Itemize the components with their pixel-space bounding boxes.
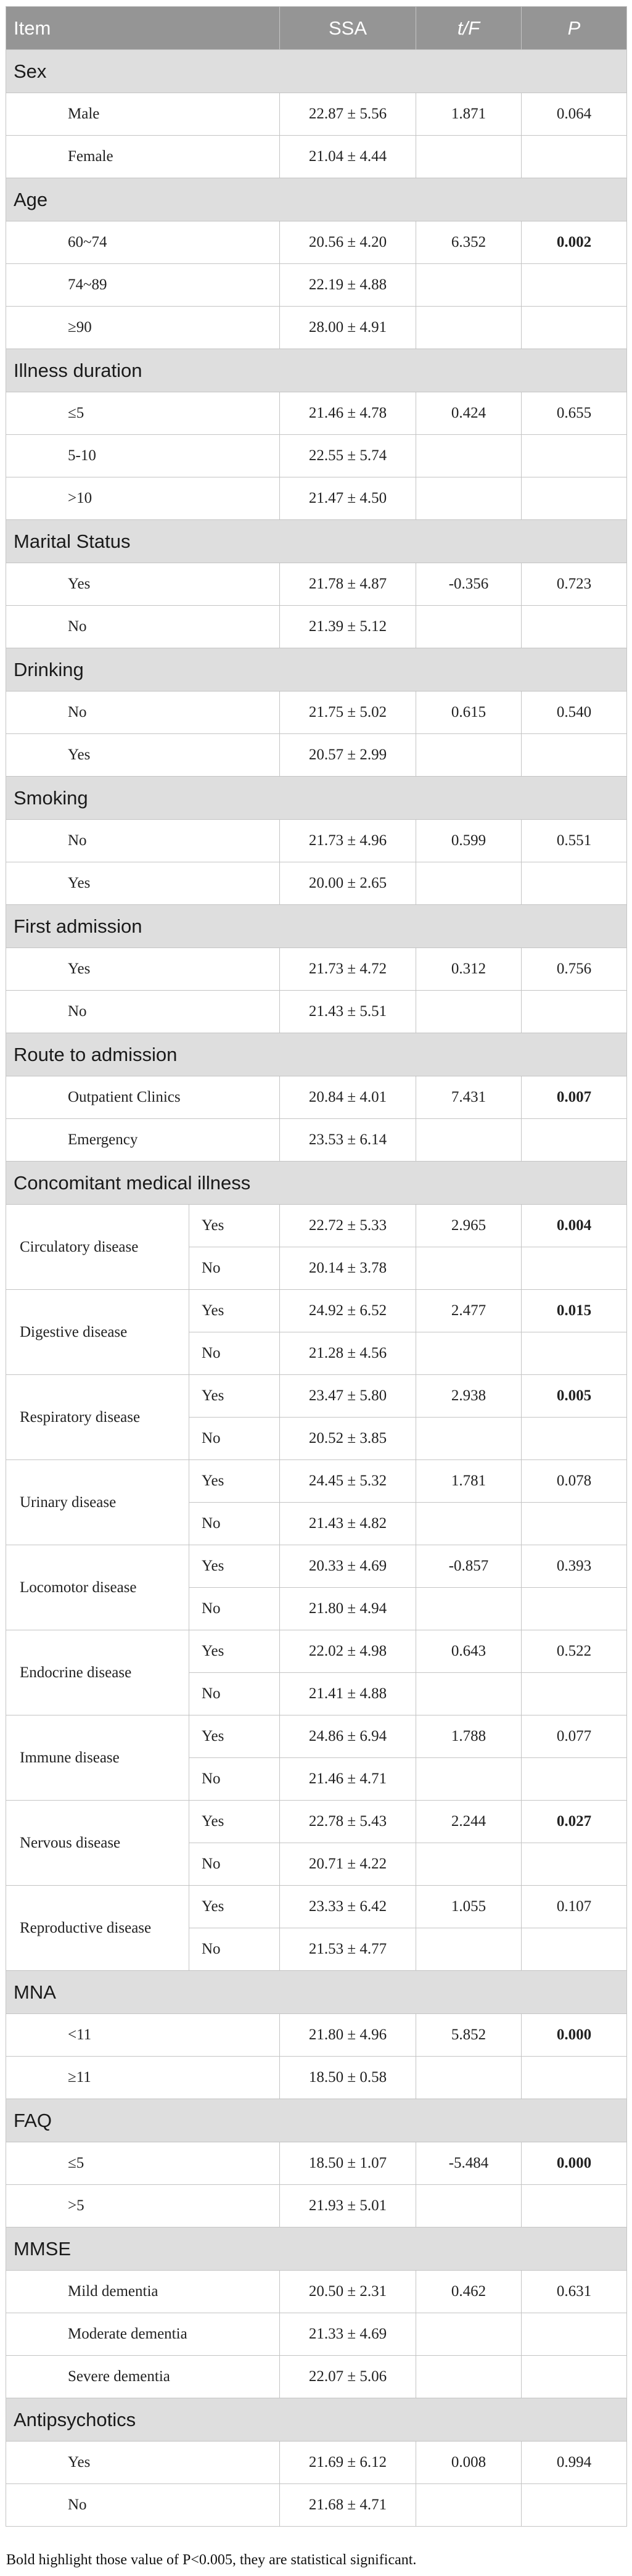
table-row xyxy=(6,734,627,777)
row-label: Yes xyxy=(189,1715,280,1758)
tf-value xyxy=(416,1332,522,1375)
row-label: 60~74 xyxy=(6,221,280,264)
illness-name: Endocrine disease xyxy=(6,1630,189,1715)
tf-value xyxy=(416,136,522,178)
row-label: Yes xyxy=(6,734,280,777)
section-title: Route to admission xyxy=(6,1033,627,1076)
table-container xyxy=(6,6,626,2527)
p-value xyxy=(522,1418,627,1460)
ssa-value: 21.43 ± 5.51 xyxy=(280,991,416,1033)
tf-value xyxy=(416,1758,522,1801)
tf-value xyxy=(416,264,522,307)
row-label: No xyxy=(189,1418,280,1460)
table-row xyxy=(6,435,627,477)
section-title: Smoking xyxy=(6,777,627,820)
row-label: ≥90 xyxy=(6,307,280,349)
ssa-value: 21.43 ± 4.82 xyxy=(280,1503,416,1545)
row-label: Moderate dementia xyxy=(6,2313,280,2356)
ssa-value: 21.80 ± 4.94 xyxy=(280,1588,416,1630)
p-value: 0.064 xyxy=(522,93,627,136)
section-title: Antipsychotics xyxy=(6,2398,627,2442)
section-row xyxy=(6,2227,627,2271)
p-value xyxy=(522,1588,627,1630)
p-value xyxy=(522,606,627,648)
ssa-value: 24.92 ± 6.52 xyxy=(280,1290,416,1332)
ssa-value: 21.28 ± 4.56 xyxy=(280,1332,416,1375)
table-row xyxy=(6,820,627,862)
row-label: Yes xyxy=(6,563,280,606)
tf-value xyxy=(416,1928,522,1971)
p-value: 0.005 xyxy=(522,1375,627,1418)
tf-value: 1.871 xyxy=(416,93,522,136)
tf-value xyxy=(416,1247,522,1290)
table-row xyxy=(6,2057,627,2099)
p-value xyxy=(522,1503,627,1545)
p-value xyxy=(522,477,627,520)
tf-value: 0.615 xyxy=(416,691,522,734)
tf-value: 2.938 xyxy=(416,1375,522,1418)
row-label: No xyxy=(189,1332,280,1375)
table-row xyxy=(6,2014,627,2057)
section-title: First admission xyxy=(6,905,627,948)
row-label: Yes xyxy=(189,1801,280,1843)
table-row xyxy=(6,1119,627,1162)
ssa-value: 21.41 ± 4.88 xyxy=(280,1673,416,1715)
header-row xyxy=(6,7,627,50)
p-value: 0.004 xyxy=(522,1205,627,1247)
tf-value xyxy=(416,991,522,1033)
ssa-value: 22.02 ± 4.98 xyxy=(280,1630,416,1673)
row-label: >5 xyxy=(6,2185,280,2227)
ssa-value: 20.84 ± 4.01 xyxy=(280,1076,416,1119)
p-value xyxy=(522,264,627,307)
section-row xyxy=(6,178,627,221)
ssa-value: 20.14 ± 3.78 xyxy=(280,1247,416,1290)
section-title: Illness duration xyxy=(6,349,627,392)
row-label: Severe dementia xyxy=(6,2356,280,2398)
table-row xyxy=(6,1715,627,1758)
table-row xyxy=(6,1630,627,1673)
tf-value: 2.244 xyxy=(416,1801,522,1843)
p-value xyxy=(522,2057,627,2099)
row-label: 5-10 xyxy=(6,435,280,477)
section-title: Drinking xyxy=(6,648,627,691)
table-body xyxy=(6,50,627,2527)
tf-value: 1.781 xyxy=(416,1460,522,1503)
table-row xyxy=(6,2142,627,2185)
tf-value xyxy=(416,1119,522,1162)
ssa-value: 20.71 ± 4.22 xyxy=(280,1843,416,1886)
row-label: Yes xyxy=(189,1545,280,1588)
tf-value xyxy=(416,1418,522,1460)
row-label: No xyxy=(189,1503,280,1545)
p-value xyxy=(522,1247,627,1290)
illness-name: Respiratory disease xyxy=(6,1375,189,1460)
row-label: No xyxy=(189,1758,280,1801)
tf-value xyxy=(416,606,522,648)
section-row xyxy=(6,1162,627,1205)
tf-value: 0.008 xyxy=(416,2442,522,2484)
tf-value: 1.788 xyxy=(416,1715,522,1758)
tf-value: 7.431 xyxy=(416,1076,522,1119)
row-label: <11 xyxy=(6,2014,280,2057)
p-value: 0.756 xyxy=(522,948,627,991)
column-header-item: Item xyxy=(6,7,280,50)
column-header-p: P xyxy=(522,7,627,50)
row-label: Yes xyxy=(189,1630,280,1673)
tf-value xyxy=(416,477,522,520)
row-label: Outpatient Clinics xyxy=(6,1076,280,1119)
section-row xyxy=(6,2099,627,2142)
ssa-value: 21.47 ± 4.50 xyxy=(280,477,416,520)
column-header-tf: t/F xyxy=(416,7,522,50)
p-value: 0.077 xyxy=(522,1715,627,1758)
p-value: 0.000 xyxy=(522,2142,627,2185)
tf-value xyxy=(416,435,522,477)
tf-value: 2.477 xyxy=(416,1290,522,1332)
p-value xyxy=(522,1928,627,1971)
section-row xyxy=(6,777,627,820)
ssa-value: 20.33 ± 4.69 xyxy=(280,1545,416,1588)
row-label: Yes xyxy=(189,1886,280,1928)
row-label: Yes xyxy=(189,1460,280,1503)
section-row xyxy=(6,905,627,948)
tf-value xyxy=(416,307,522,349)
p-value xyxy=(522,1843,627,1886)
row-label: 74~89 xyxy=(6,264,280,307)
ssa-value: 21.80 ± 4.96 xyxy=(280,2014,416,2057)
section-row xyxy=(6,648,627,691)
p-value: 0.994 xyxy=(522,2442,627,2484)
table-row xyxy=(6,1290,627,1332)
ssa-value: 20.50 ± 2.31 xyxy=(280,2271,416,2313)
row-label: Yes xyxy=(189,1205,280,1247)
ssa-value: 24.45 ± 5.32 xyxy=(280,1460,416,1503)
section-title: Concomitant medical illness xyxy=(6,1162,627,1205)
p-value xyxy=(522,2484,627,2527)
table-row xyxy=(6,1886,627,1928)
table-row xyxy=(6,2313,627,2356)
table-row xyxy=(6,691,627,734)
illness-name: Digestive disease xyxy=(6,1290,189,1375)
tf-value: 1.055 xyxy=(416,1886,522,1928)
illness-name: Reproductive disease xyxy=(6,1886,189,1971)
p-value xyxy=(522,1758,627,1801)
table-row xyxy=(6,1076,627,1119)
ssa-value: 22.72 ± 5.33 xyxy=(280,1205,416,1247)
table-row xyxy=(6,2442,627,2484)
row-label: Yes xyxy=(189,1375,280,1418)
p-value: 0.107 xyxy=(522,1886,627,1928)
table-row xyxy=(6,477,627,520)
table-row xyxy=(6,1205,627,1247)
ssa-value: 23.53 ± 6.14 xyxy=(280,1119,416,1162)
section-title: MNA xyxy=(6,1971,627,2014)
p-value xyxy=(522,2356,627,2398)
tf-value: -0.857 xyxy=(416,1545,522,1588)
p-value: 0.540 xyxy=(522,691,627,734)
row-label: No xyxy=(189,1928,280,1971)
illness-name: Circulatory disease xyxy=(6,1205,189,1290)
p-value xyxy=(522,307,627,349)
ssa-value: 21.46 ± 4.71 xyxy=(280,1758,416,1801)
section-title: FAQ xyxy=(6,2099,627,2142)
row-label: ≤5 xyxy=(6,2142,280,2185)
row-label: ≤5 xyxy=(6,392,280,435)
p-value xyxy=(522,2185,627,2227)
tf-value: 0.424 xyxy=(416,392,522,435)
row-label: Emergency xyxy=(6,1119,280,1162)
ssa-value: 22.55 ± 5.74 xyxy=(280,435,416,477)
ssa-value: 21.75 ± 5.02 xyxy=(280,691,416,734)
row-label: Yes xyxy=(6,2442,280,2484)
p-value: 0.723 xyxy=(522,563,627,606)
section-title: Marital Status xyxy=(6,520,627,563)
p-value xyxy=(522,734,627,777)
p-value: 0.631 xyxy=(522,2271,627,2313)
table-row xyxy=(6,991,627,1033)
table-row xyxy=(6,2271,627,2313)
ssa-value: 23.47 ± 5.80 xyxy=(280,1375,416,1418)
section-row xyxy=(6,2398,627,2442)
table-row xyxy=(6,264,627,307)
tf-value xyxy=(416,2185,522,2227)
p-value: 0.522 xyxy=(522,1630,627,1673)
footnote: Bold highlight those value of P<0.005, they are statistical significant. xyxy=(6,2552,417,2568)
table-row xyxy=(6,307,627,349)
ssa-value: 24.86 ± 6.94 xyxy=(280,1715,416,1758)
tf-value: 0.599 xyxy=(416,820,522,862)
row-label: >10 xyxy=(6,477,280,520)
row-label: No xyxy=(189,1843,280,1886)
section-row xyxy=(6,1033,627,1076)
ssa-value: 18.50 ± 0.58 xyxy=(280,2057,416,2099)
row-label: No xyxy=(6,991,280,1033)
ssa-value: 21.73 ± 4.96 xyxy=(280,820,416,862)
ssa-value: 21.68 ± 4.71 xyxy=(280,2484,416,2527)
p-value: 0.551 xyxy=(522,820,627,862)
ssa-value: 21.04 ± 4.44 xyxy=(280,136,416,178)
p-value xyxy=(522,1119,627,1162)
tf-value xyxy=(416,1503,522,1545)
ssa-value: 21.93 ± 5.01 xyxy=(280,2185,416,2227)
ssa-value: 20.56 ± 4.20 xyxy=(280,221,416,264)
ssa-value: 21.53 ± 4.77 xyxy=(280,1928,416,1971)
row-label: No xyxy=(6,2484,280,2527)
ssa-value: 23.33 ± 6.42 xyxy=(280,1886,416,1928)
row-label: No xyxy=(6,691,280,734)
p-value: 0.655 xyxy=(522,392,627,435)
tf-value: 0.312 xyxy=(416,948,522,991)
row-label: Male xyxy=(6,93,280,136)
table-row xyxy=(6,862,627,905)
table-row xyxy=(6,2356,627,2398)
p-value xyxy=(522,862,627,905)
tf-value: 0.643 xyxy=(416,1630,522,1673)
table-row xyxy=(6,1460,627,1503)
tf-value: 6.352 xyxy=(416,221,522,264)
section-title: Sex xyxy=(6,50,627,93)
ssa-value: 21.69 ± 6.12 xyxy=(280,2442,416,2484)
section-row xyxy=(6,520,627,563)
row-label: No xyxy=(6,606,280,648)
p-value: 0.015 xyxy=(522,1290,627,1332)
table-row xyxy=(6,563,627,606)
p-value: 0.078 xyxy=(522,1460,627,1503)
illness-name: Urinary disease xyxy=(6,1460,189,1545)
table-row xyxy=(6,1375,627,1418)
p-value: 0.007 xyxy=(522,1076,627,1119)
table-row xyxy=(6,392,627,435)
tf-value xyxy=(416,1843,522,1886)
p-value: 0.002 xyxy=(522,221,627,264)
ssa-value: 21.78 ± 4.87 xyxy=(280,563,416,606)
ssa-value: 21.73 ± 4.72 xyxy=(280,948,416,991)
table-row xyxy=(6,93,627,136)
section-title: Age xyxy=(6,178,627,221)
section-title: MMSE xyxy=(6,2227,627,2271)
tf-value xyxy=(416,734,522,777)
results-table xyxy=(6,6,627,2527)
table-row xyxy=(6,606,627,648)
tf-value: 0.462 xyxy=(416,2271,522,2313)
p-value xyxy=(522,991,627,1033)
ssa-value: 18.50 ± 1.07 xyxy=(280,2142,416,2185)
table-row xyxy=(6,2484,627,2527)
row-label: Yes xyxy=(189,1290,280,1332)
p-value xyxy=(522,1332,627,1375)
table-row xyxy=(6,2185,627,2227)
row-label: No xyxy=(189,1673,280,1715)
tf-value xyxy=(416,2057,522,2099)
p-value xyxy=(522,136,627,178)
ssa-value: 21.33 ± 4.69 xyxy=(280,2313,416,2356)
p-value xyxy=(522,435,627,477)
section-row xyxy=(6,349,627,392)
ssa-value: 28.00 ± 4.91 xyxy=(280,307,416,349)
table-row xyxy=(6,136,627,178)
illness-name: Nervous disease xyxy=(6,1801,189,1886)
row-label: No xyxy=(189,1588,280,1630)
ssa-value: 21.46 ± 4.78 xyxy=(280,392,416,435)
row-label: ≥11 xyxy=(6,2057,280,2099)
p-value: 0.027 xyxy=(522,1801,627,1843)
tf-value: 2.965 xyxy=(416,1205,522,1247)
tf-value: -5.484 xyxy=(416,2142,522,2185)
tf-value xyxy=(416,862,522,905)
row-label: Mild dementia xyxy=(6,2271,280,2313)
tf-value xyxy=(416,2484,522,2527)
ssa-value: 22.07 ± 5.06 xyxy=(280,2356,416,2398)
row-label: No xyxy=(189,1247,280,1290)
row-label: Yes xyxy=(6,862,280,905)
ssa-value: 22.78 ± 5.43 xyxy=(280,1801,416,1843)
tf-value: 5.852 xyxy=(416,2014,522,2057)
illness-name: Immune disease xyxy=(6,1715,189,1801)
table-row xyxy=(6,1801,627,1843)
tf-value: -0.356 xyxy=(416,563,522,606)
row-label: Yes xyxy=(6,948,280,991)
p-value xyxy=(522,1673,627,1715)
column-header-ssa: SSA xyxy=(280,7,416,50)
row-label: Female xyxy=(6,136,280,178)
p-value: 0.393 xyxy=(522,1545,627,1588)
ssa-value: 21.39 ± 5.12 xyxy=(280,606,416,648)
ssa-value: 20.00 ± 2.65 xyxy=(280,862,416,905)
section-row xyxy=(6,1971,627,2014)
table-row xyxy=(6,948,627,991)
ssa-value: 22.19 ± 4.88 xyxy=(280,264,416,307)
p-value: 0.000 xyxy=(522,2014,627,2057)
ssa-value: 22.87 ± 5.56 xyxy=(280,93,416,136)
p-value xyxy=(522,2313,627,2356)
section-row xyxy=(6,50,627,93)
table-row xyxy=(6,221,627,264)
ssa-value: 20.52 ± 3.85 xyxy=(280,1418,416,1460)
tf-value xyxy=(416,2356,522,2398)
ssa-value: 20.57 ± 2.99 xyxy=(280,734,416,777)
tf-value xyxy=(416,1588,522,1630)
table-row xyxy=(6,1545,627,1588)
tf-value xyxy=(416,2313,522,2356)
tf-value xyxy=(416,1673,522,1715)
illness-name: Locomotor disease xyxy=(6,1545,189,1630)
row-label: No xyxy=(6,820,280,862)
